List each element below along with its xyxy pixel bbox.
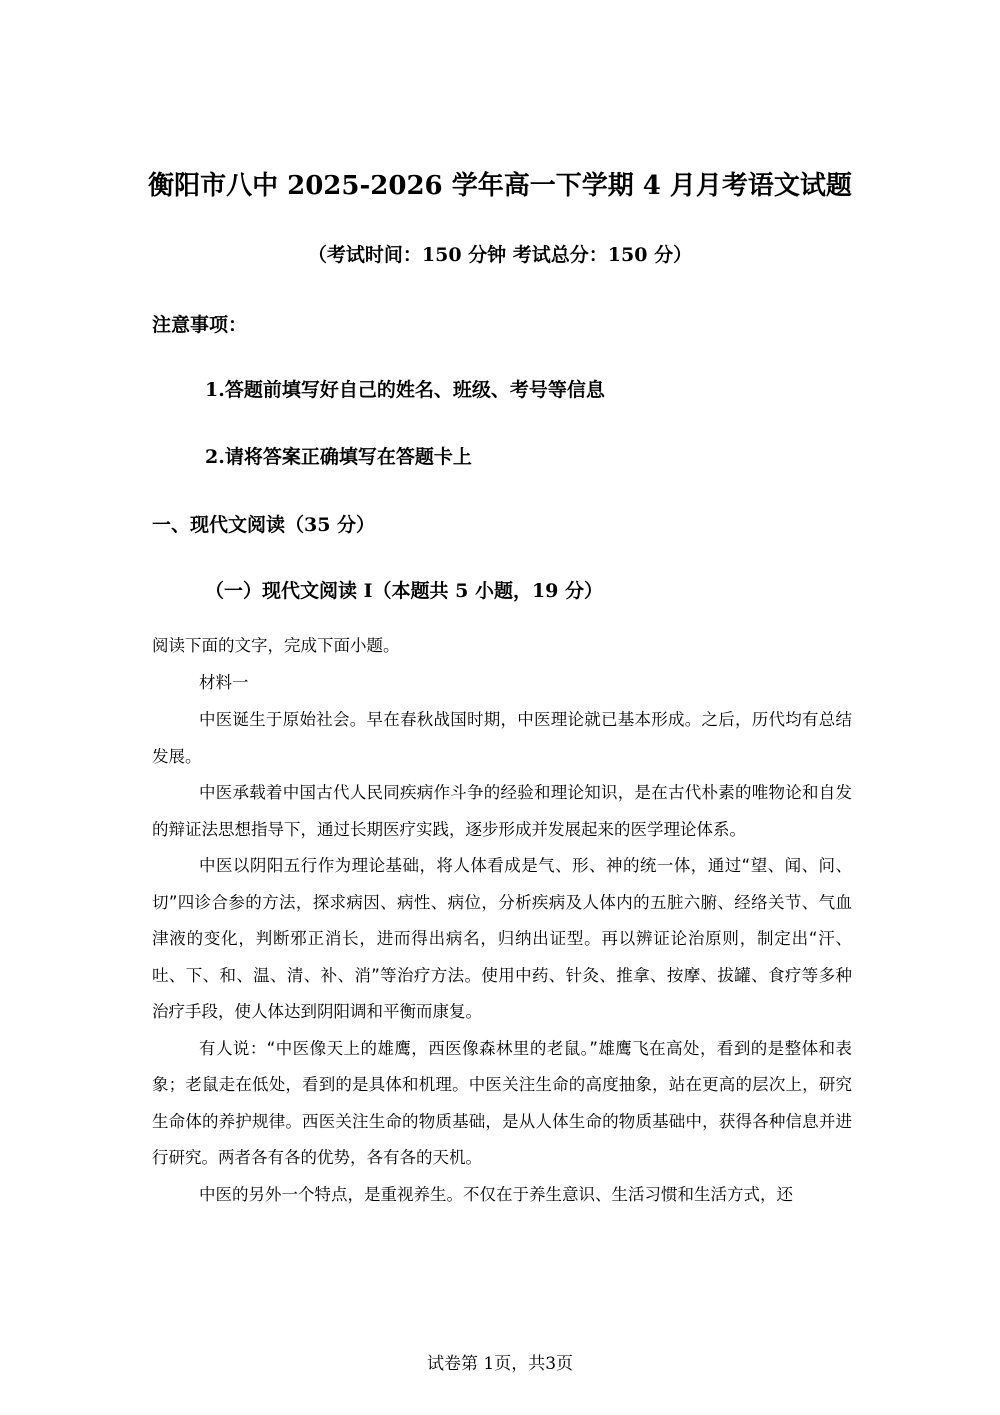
material-label: 材料一 bbox=[199, 673, 249, 692]
paragraph: 中医承载着中国古代人民同疾病作斗争的经验和理论知识，是在古代朴素的唯物论和自发的辩证法思想指导下，通过长期医疗实践，逐步形成并发展起来的医学理论体系。 bbox=[152, 783, 852, 839]
paragraph: 中医以阴阳五行作为理论基础，将人体看成是气、形、神的统一体，通过“望、闻、问、切”四诊合参的方法，探求病因、病性、病位，分析疾病及人体内的五脏六腑、经络关节、气血津液的变化，判断邪正消长，进而得出病名，归纳出证型。再以辨证论治原则，制定出“汗、吐、下、和、温、清、补、消”等治疗方法。使用中药、针灸、推拿、按摩、拔罐、食疗等多种治疗手段，使人体达到阴阳调和平衡而康复。 bbox=[152, 856, 852, 1021]
notice-heading: 注意事项： bbox=[152, 314, 248, 336]
section-heading: 一、现代文阅读（35 分） bbox=[152, 514, 376, 536]
exam-title: 衡阳市八中 2025-2026 学年高一下学期 4 月月考语文试题 bbox=[148, 171, 852, 201]
notice-item: 2.请将答案正确填写在答题卡上 bbox=[205, 446, 472, 468]
reading-instruction: 阅读下面的文字，完成下面小题。 bbox=[152, 636, 400, 655]
subsection-heading: （一）现代文阅读 I（本题共 5 小题，19 分） bbox=[205, 580, 604, 602]
notice-item: 1.答题前填写好自己的姓名、班级、考号等信息 bbox=[205, 379, 605, 401]
paragraph: 中医诞生于原始社会。早在春秋战国时期，中医理论就已基本形成。之后，历代均有总结发展。 bbox=[152, 710, 852, 766]
material-text bbox=[152, 702, 852, 1213]
paragraph: 有人说：“中医像天上的雄鹰，西医像森林里的老鼠。”雄鹰飞在高处，看到的是整体和表象；老鼠走在低处，看到的是具体和机理。中医关注生命的高度抽象，站在更高的层次上，研究生命体的养护规律。西医关注生命的物质基础，是从人体生命的物质基础中，获得各种信息并进行研究。两者各有各的优势，各有各的天机。 bbox=[152, 1038, 852, 1167]
exam-subtitle: （考试时间：150 分钟 考试总分：150 分） bbox=[307, 244, 693, 266]
page-footer: 试卷第 1页，共3页 bbox=[426, 1354, 574, 1374]
paragraph: 中医的另外一个特点，是重视养生。不仅在于养生意识、生活习惯和生活方式，还 bbox=[199, 1184, 793, 1204]
